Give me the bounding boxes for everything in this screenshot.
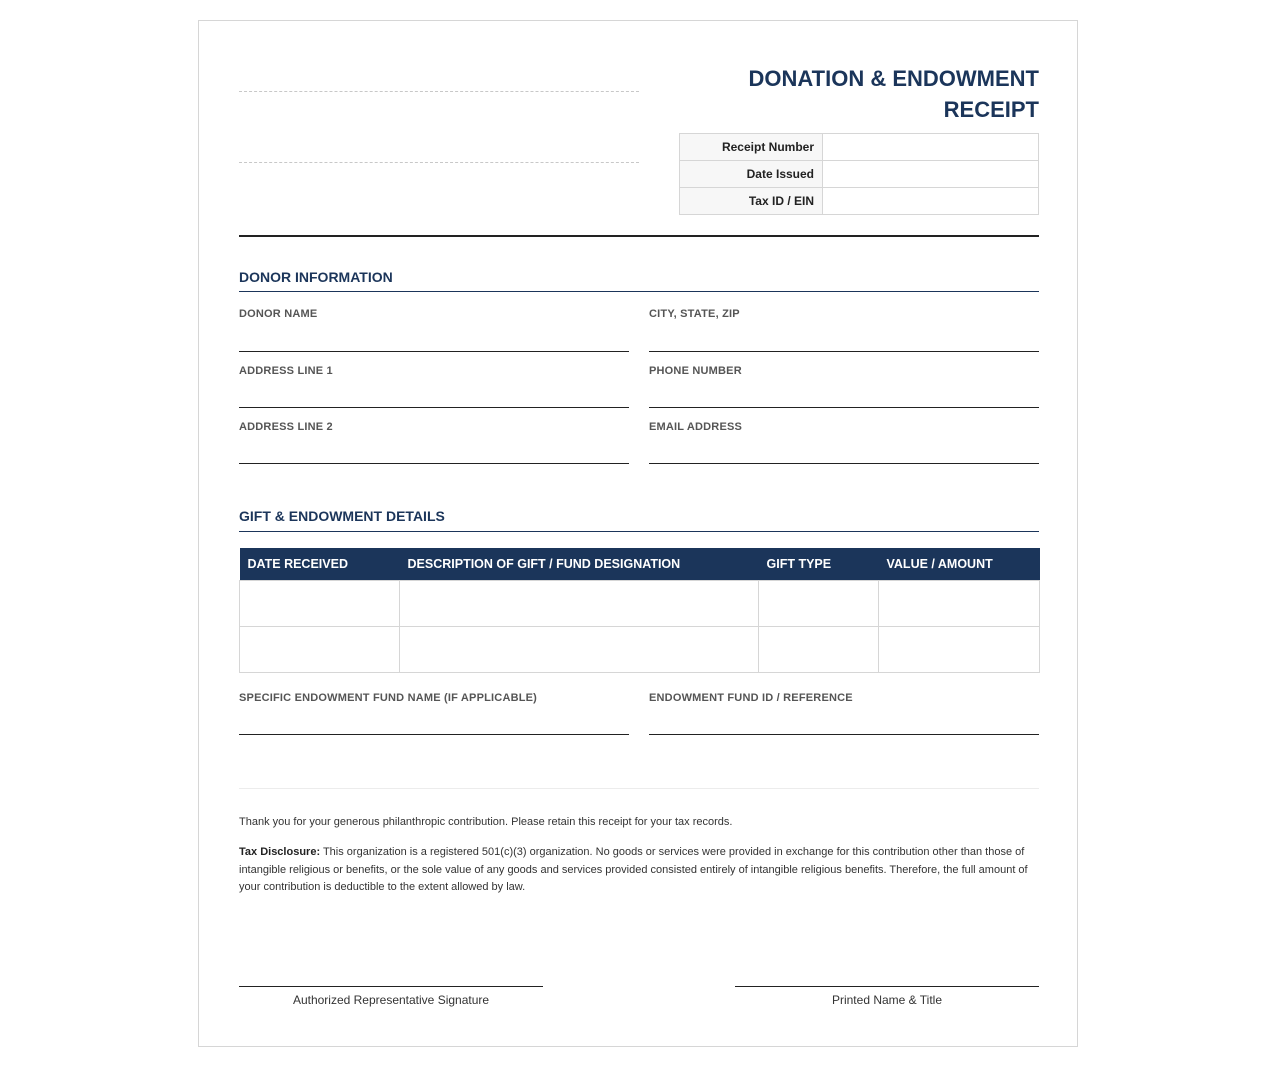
tax-id-field[interactable] xyxy=(823,188,1039,215)
fund-name-label: SPECIFIC ENDOWMENT FUND NAME (IF APPLICABLE) xyxy=(239,692,538,704)
authorized-signature-line[interactable] xyxy=(239,986,543,987)
address-line-1-label: ADDRESS LINE 1 xyxy=(239,365,333,377)
gift-section-rule xyxy=(239,531,1039,532)
organization-address-line[interactable] xyxy=(239,162,639,163)
authorized-signature-label: Authorized Representative Signature xyxy=(292,993,490,1007)
address-line-2-label: ADDRESS LINE 2 xyxy=(239,421,333,433)
printed-name-label: Printed Name & Title xyxy=(831,993,943,1007)
value-amount-cell[interactable] xyxy=(879,580,1040,626)
donor-name-label: DONOR NAME xyxy=(239,308,318,320)
receipt-content xyxy=(239,21,1039,1046)
email-address-label: EMAIL ADDRESS xyxy=(649,421,743,433)
table-row xyxy=(240,580,1040,626)
organization-name-line[interactable] xyxy=(239,91,639,92)
donor-section-title: DONOR INFORMATION xyxy=(239,269,393,285)
receipt-meta-table xyxy=(679,133,1039,215)
date-issued-field[interactable] xyxy=(823,161,1039,188)
footer-divider xyxy=(239,788,1039,789)
date-received-cell[interactable] xyxy=(240,580,400,626)
receipt-page xyxy=(198,20,1078,1047)
tax-id-label: Tax ID / EIN xyxy=(680,188,823,215)
address-line-2-field[interactable] xyxy=(239,463,629,464)
meta-row xyxy=(680,161,1039,188)
gift-type-cell[interactable] xyxy=(759,626,879,672)
gift-table xyxy=(239,548,1040,673)
description-cell[interactable] xyxy=(400,626,759,672)
city-state-zip-field[interactable] xyxy=(649,351,1039,352)
gift-section-title: GIFT & ENDOWMENT DETAILS xyxy=(239,508,445,524)
column-header-value-amount: VALUE / AMOUNT xyxy=(879,548,1040,580)
column-header-description: DESCRIPTION OF GIFT / FUND DESIGNATION xyxy=(400,548,759,580)
phone-number-field[interactable] xyxy=(649,407,1039,408)
city-state-zip-label: CITY, STATE, ZIP xyxy=(649,308,740,320)
meta-row xyxy=(680,134,1039,161)
receipt-number-field[interactable] xyxy=(823,134,1039,161)
fund-name-field[interactable] xyxy=(239,734,629,735)
tax-disclosure-text: This organization is a registered 501(c)(3) organization. No goods or services were provided in exchange for this contribution other than those of intangible religious or benefits, or the sole value of any goods and services provided consisted entirely of intangible religious benefits. Therefore, the full amount of your contribution is deductible to the extent allowed by law. xyxy=(239,846,1028,893)
date-received-cell[interactable] xyxy=(240,626,400,672)
receipt-number-label: Receipt Number xyxy=(680,134,823,161)
receipt-title: DONATION & ENDOWMENT RECEIPT xyxy=(748,66,1039,122)
gift-table-header xyxy=(240,548,1040,580)
date-issued-label: Date Issued xyxy=(680,161,823,188)
thank-you-note: Thank you for your generous philanthropic contribution. Please retain this receipt for your tax records. xyxy=(239,816,733,828)
fund-id-label: ENDOWMENT FUND ID / REFERENCE xyxy=(649,692,853,704)
address-line-1-field[interactable] xyxy=(239,407,629,408)
table-row xyxy=(240,626,1040,672)
description-cell[interactable] xyxy=(400,580,759,626)
gift-type-cell[interactable] xyxy=(759,580,879,626)
header-divider xyxy=(239,235,1039,237)
donor-name-field[interactable] xyxy=(239,351,629,352)
tax-disclosure xyxy=(239,844,1039,897)
fund-id-field[interactable] xyxy=(649,734,1039,735)
printed-name-line[interactable] xyxy=(735,986,1039,987)
value-amount-cell[interactable] xyxy=(879,626,1040,672)
donor-section-rule xyxy=(239,291,1039,292)
phone-number-label: PHONE NUMBER xyxy=(649,365,742,377)
email-address-field[interactable] xyxy=(649,463,1039,464)
column-header-gift-type: GIFT TYPE xyxy=(759,548,879,580)
tax-disclosure-label: Tax Disclosure: xyxy=(239,846,321,858)
meta-row xyxy=(680,188,1039,215)
column-header-date-received: DATE RECEIVED xyxy=(240,548,400,580)
